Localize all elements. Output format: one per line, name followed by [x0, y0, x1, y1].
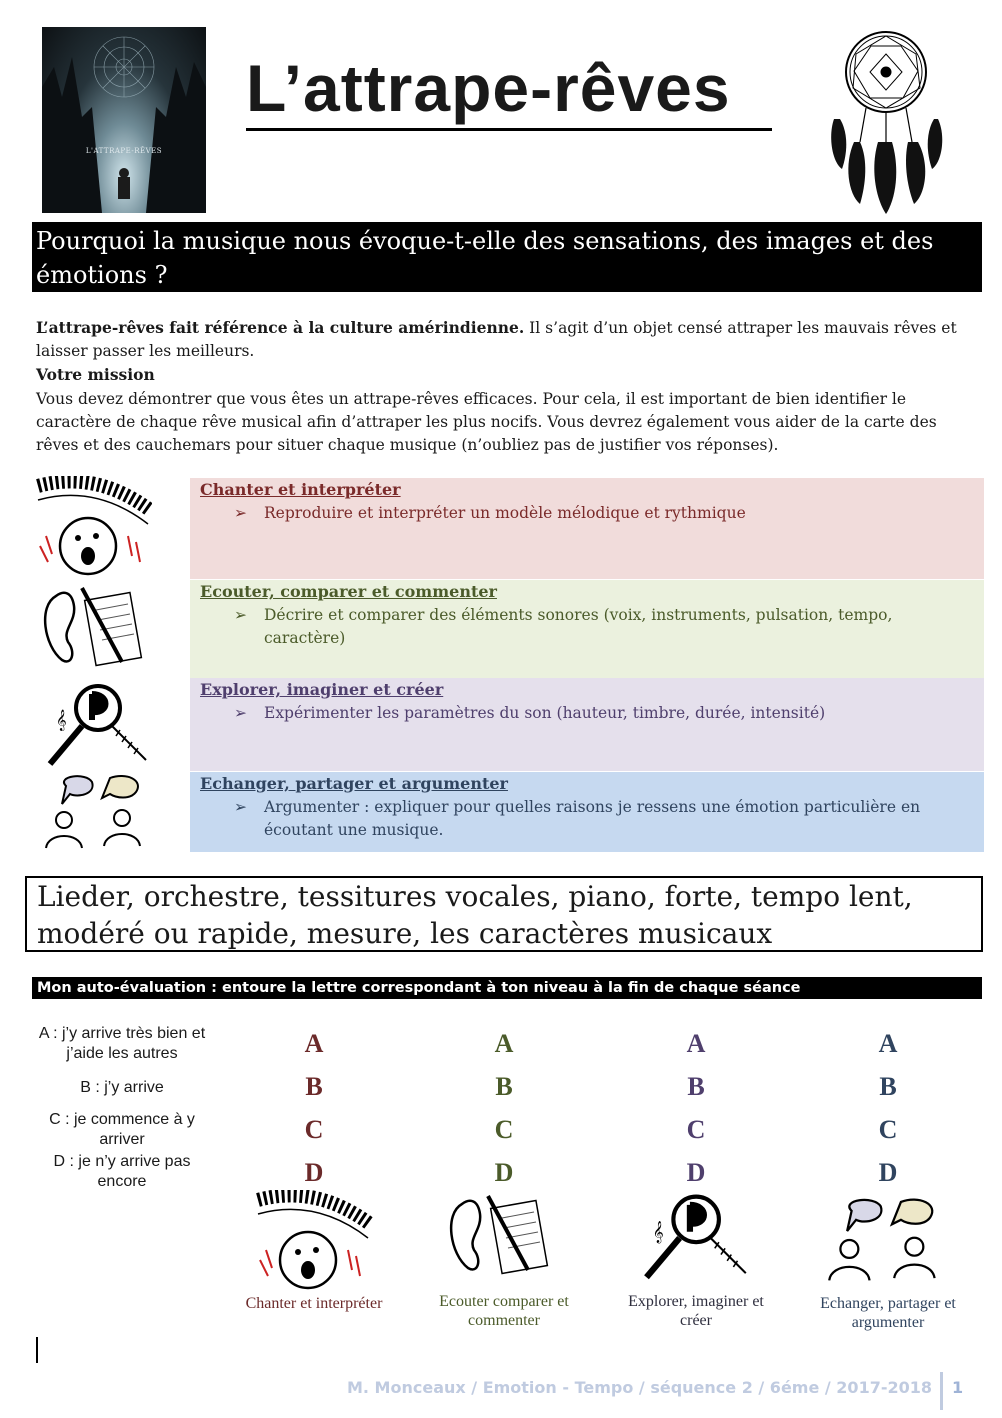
- competence-row-chanter: [190, 478, 984, 579]
- letter-c[interactable]: C: [686, 1115, 706, 1144]
- bottom-label-chanter: Chanter et interpréter: [245, 1295, 383, 1312]
- letters-column-echanger: [858, 1022, 918, 1194]
- competence-bullet-text: Décrire et comparer des éléments sonores (voix, instruments, pulsation, tempo, caractère): [264, 606, 893, 647]
- letter-a[interactable]: A: [304, 1029, 324, 1058]
- letter-b[interactable]: B: [879, 1072, 897, 1101]
- discussion-people-icon: [818, 1190, 948, 1290]
- letter-b[interactable]: B: [305, 1072, 323, 1101]
- bottom-label-ecouter: Ecouter comparer et commenter: [439, 1293, 569, 1329]
- mission-text: Vous devez démontrer que vous êtes un attrape-rêves efficaces. Pour cela, il est important de bien identifier le caractère de chaque rêve musical afin d’attraper les plus nocifs. Vous devrez également vous aider de la carte des rêves et des cauchemars pour situer chaque musique (n’oubliez pas de justifier vos réponses).: [36, 389, 937, 455]
- letter-a[interactable]: A: [878, 1029, 898, 1058]
- dreamcatcher-icon: [826, 24, 946, 216]
- letter-a[interactable]: A: [686, 1029, 706, 1058]
- poster-caption: L'ATTRAPE-RÊVES: [85, 147, 163, 155]
- legend-c: C : je commence à y arriver: [49, 1111, 195, 1148]
- singing-face-icon: [36, 476, 152, 580]
- letters-column-explorer: [666, 1022, 726, 1194]
- singing-face-icon: [254, 1190, 374, 1294]
- bottom-label-explorer: Explorer, imaginer et créer: [628, 1293, 764, 1329]
- bullet-arrow-icon: ➢: [234, 606, 247, 624]
- ear-and-paper-icon: [36, 582, 152, 678]
- bottom-label-echanger: Echanger, partager et argumenter: [820, 1295, 956, 1331]
- letter-d[interactable]: D: [304, 1158, 324, 1187]
- letter-b[interactable]: B: [495, 1072, 513, 1101]
- text-cursor: [36, 1337, 38, 1363]
- keywords-box: Lieder, orchestre, tessitures vocales, piano, forte, tempo lent, modéré ou rapide, mesure, les caractères musicaux: [25, 876, 983, 952]
- letter-c[interactable]: C: [878, 1115, 898, 1144]
- competence-bullet: [200, 604, 974, 650]
- legend-d: D : je n’y arrive pas encore: [53, 1153, 191, 1190]
- competence-title: Explorer, imaginer et créer: [200, 680, 444, 699]
- bullet-arrow-icon: ➢: [234, 504, 247, 522]
- competence-row-ecouter: [190, 580, 984, 678]
- legend-a: A : j’y arrive très bien et j’aide les autres: [38, 1025, 206, 1062]
- competence-bullet: [200, 796, 974, 842]
- page-title: L’attrape-rêves: [246, 48, 772, 131]
- letter-b[interactable]: B: [687, 1072, 705, 1101]
- intro-text: [36, 316, 976, 457]
- footer-text: M. Monceaux / Emotion - Tempo / séquence 2 / 6éme / 2017-2018: [346, 1378, 932, 1397]
- magnifier-music-icon: [36, 680, 152, 772]
- guiding-question: Pourquoi la musique nous évoque-t-elle des sensations, des images et des émotions ?: [32, 222, 982, 292]
- mission-title: Votre mission: [36, 365, 155, 385]
- intro-lead-bold: L’attrape-rêves fait référence à la culture amérindienne.: [36, 318, 525, 337]
- letter-d[interactable]: D: [494, 1158, 514, 1187]
- competence-title: Ecouter, comparer et commenter: [200, 582, 497, 601]
- page-number: 1: [952, 1378, 964, 1397]
- competence-bullet-text: Argumenter : expliquer pour quelles raisons je ressens une émotion particulière en écoutant une musique.: [264, 798, 921, 839]
- movie-poster-image: [42, 27, 206, 213]
- svg-text:𝄞: 𝄞: [56, 710, 67, 731]
- letter-d[interactable]: D: [878, 1158, 898, 1187]
- footer-divider: [940, 1372, 943, 1410]
- letters-column-ecouter: [474, 1022, 534, 1194]
- letter-c[interactable]: C: [304, 1115, 324, 1144]
- bullet-arrow-icon: ➢: [234, 704, 247, 722]
- competence-row-echanger: [190, 772, 984, 852]
- legend-b: B : j’y arrive: [80, 1079, 164, 1096]
- letter-a[interactable]: A: [494, 1029, 514, 1058]
- competence-title: Echanger, partager et argumenter: [200, 774, 508, 793]
- competence-title: Chanter et interpréter: [200, 480, 401, 499]
- competence-bullet-text: Expérimenter les paramètres du son (hauteur, timbre, durée, intensité): [264, 704, 826, 722]
- bullet-arrow-icon: ➢: [234, 798, 247, 816]
- intro-lead-rest: Il s’agit d’un objet censé attraper les mauvais rêves et laisser passer les meilleurs.: [36, 319, 957, 361]
- competence-bullet: [200, 702, 974, 725]
- self-eval-title: Mon auto-évaluation : entoure la lettre correspondant à ton niveau à la fin de chaque séance: [32, 977, 982, 999]
- magnifier-music-icon: [632, 1190, 752, 1286]
- ear-and-paper-icon: [440, 1190, 560, 1286]
- competence-bullet: [200, 502, 974, 525]
- competence-bullet-text: Reproduire et interpréter un modèle mélodique et rythmique: [264, 504, 746, 522]
- svg-text:𝄞: 𝄞: [652, 1222, 664, 1243]
- competence-row-explorer: [190, 678, 984, 771]
- letters-column-chanter: [284, 1022, 344, 1194]
- discussion-people-icon: [36, 772, 152, 852]
- letter-c[interactable]: C: [494, 1115, 514, 1144]
- letter-d[interactable]: D: [686, 1158, 706, 1187]
